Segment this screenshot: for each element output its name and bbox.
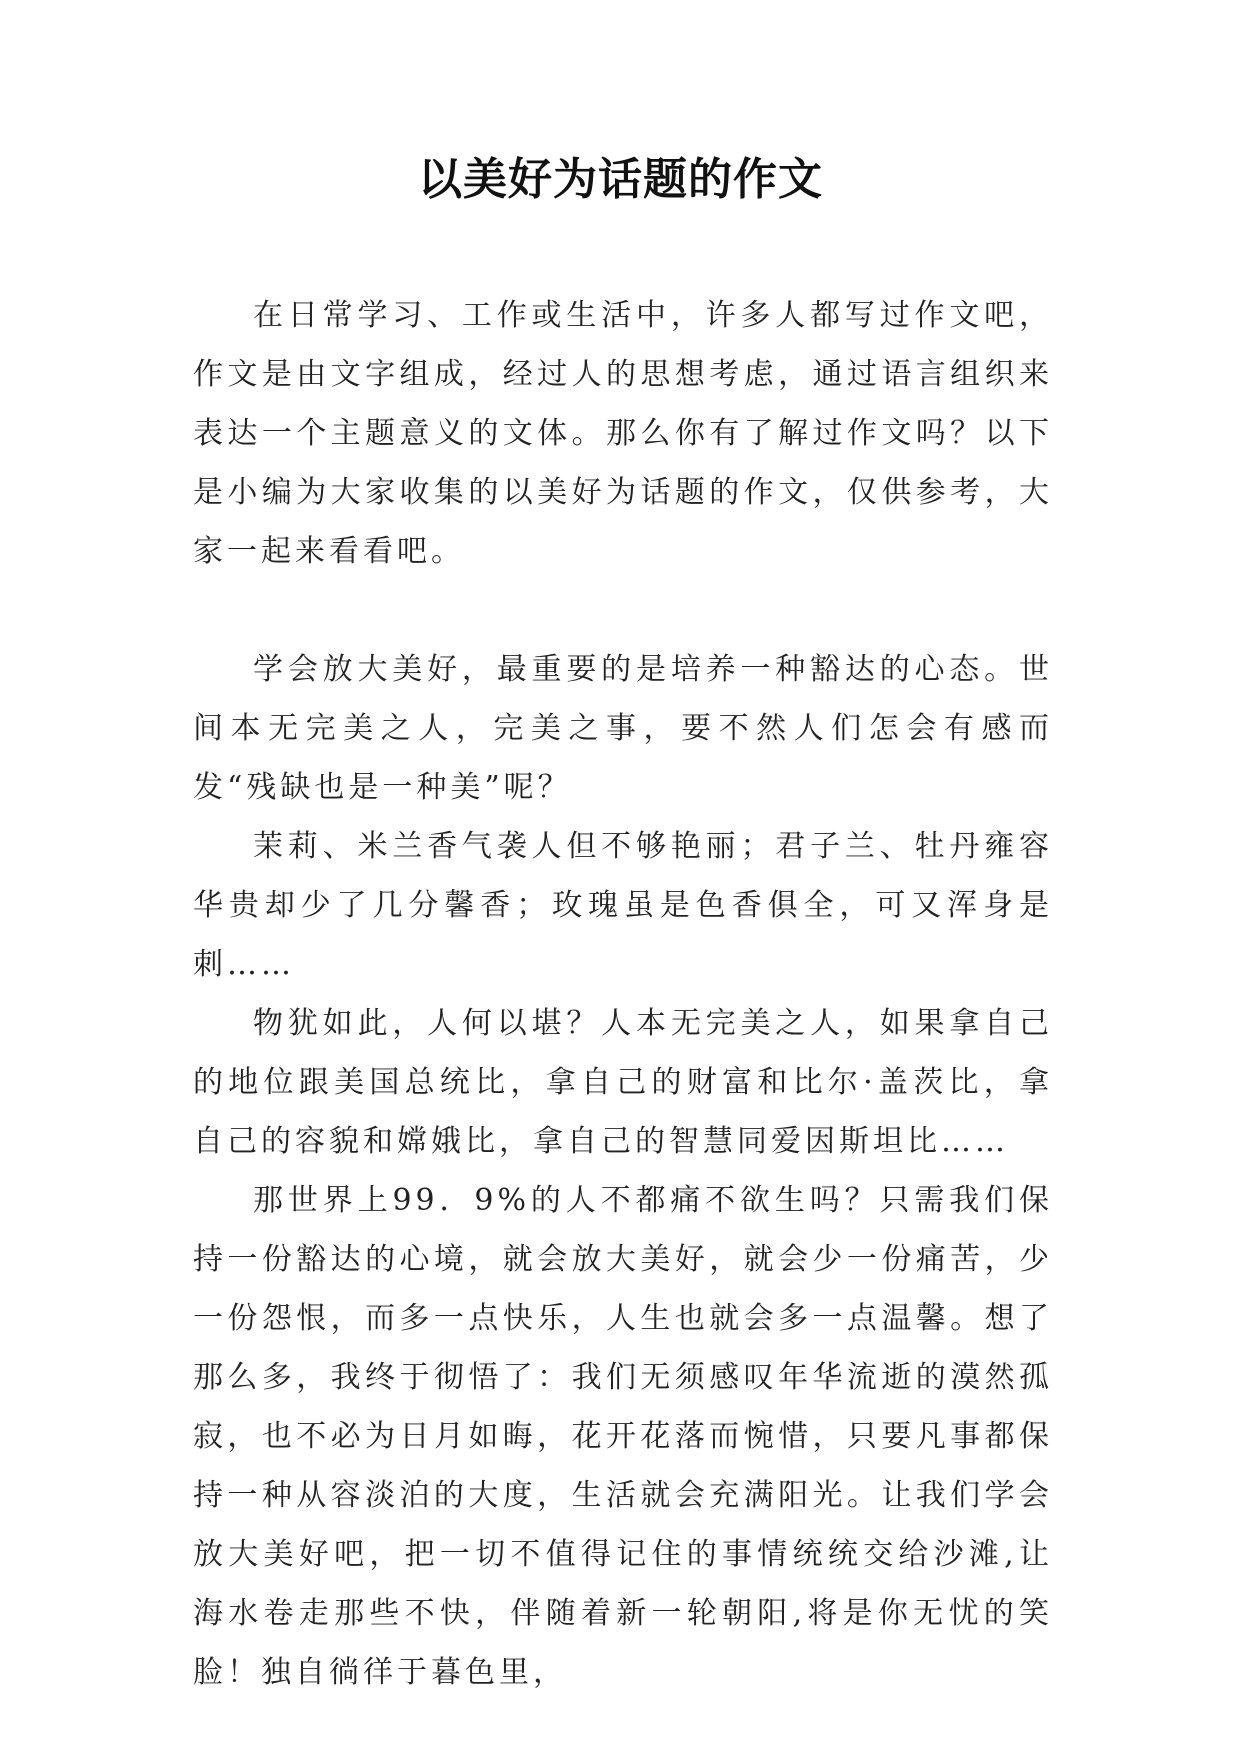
paragraph-1: 学会放大美好，最重要的是培养一种豁达的心态。世间本无完美之人，完美之事，要不然人们怎会有感而发“残缺也是一种美”呢？ xyxy=(193,652,1053,805)
document-title: 以美好为话题的作文 xyxy=(418,154,823,205)
paragraph-intro: 在日常学习、工作或生活中，许多人都写过作文吧，作文是由文字组成，经过人的思想考虑，通过语言组织来表达一个主题意义的文体。那么你有了解过作文吗？以下是小编为大家收集的以美好为话题的作文，仅供参考，大家一起来看看吧。 xyxy=(193,298,1053,569)
paragraph-4: 那世界上99．9%的人不都痛不欲生吗？只需我们保持一份豁达的心境，就会放大美好，就会少一份痛苦，少一份怨恨，而多一点快乐，人生也就会多一点温馨。想了那么多，我终于彻悟了：我们无须感叹年华流逝的漠然孤寂，也不必为日月如晦，花开花落而惋惜，只要凡事都保持一种从容淡泊的大度，生活就会充满阳光。让我们学会放大美好吧，把一切不值得记住的事情统统交给沙滩,让海水卷走那些不快，伴随着新一轮朝阳,将是你无忧的笑脸！独自徜徉于暮色里， xyxy=(193,1183,1053,1690)
paragraph-2: 茉莉、米兰香气袭人但不够艳丽；君子兰、牡丹雍容华贵却少了几分馨香；玫瑰虽是色香俱全，可又浑身是刺…… xyxy=(193,829,1053,982)
document-body xyxy=(193,286,1053,1702)
paragraph-3: 物犹如此，人何以堪？人本无完美之人，如果拿自己的地位跟美国总统比，拿自己的财富和比尔·盖茨比，拿自己的容貌和嫦娥比，拿自己的智慧同爱因斯坦比…… xyxy=(193,1006,1053,1159)
